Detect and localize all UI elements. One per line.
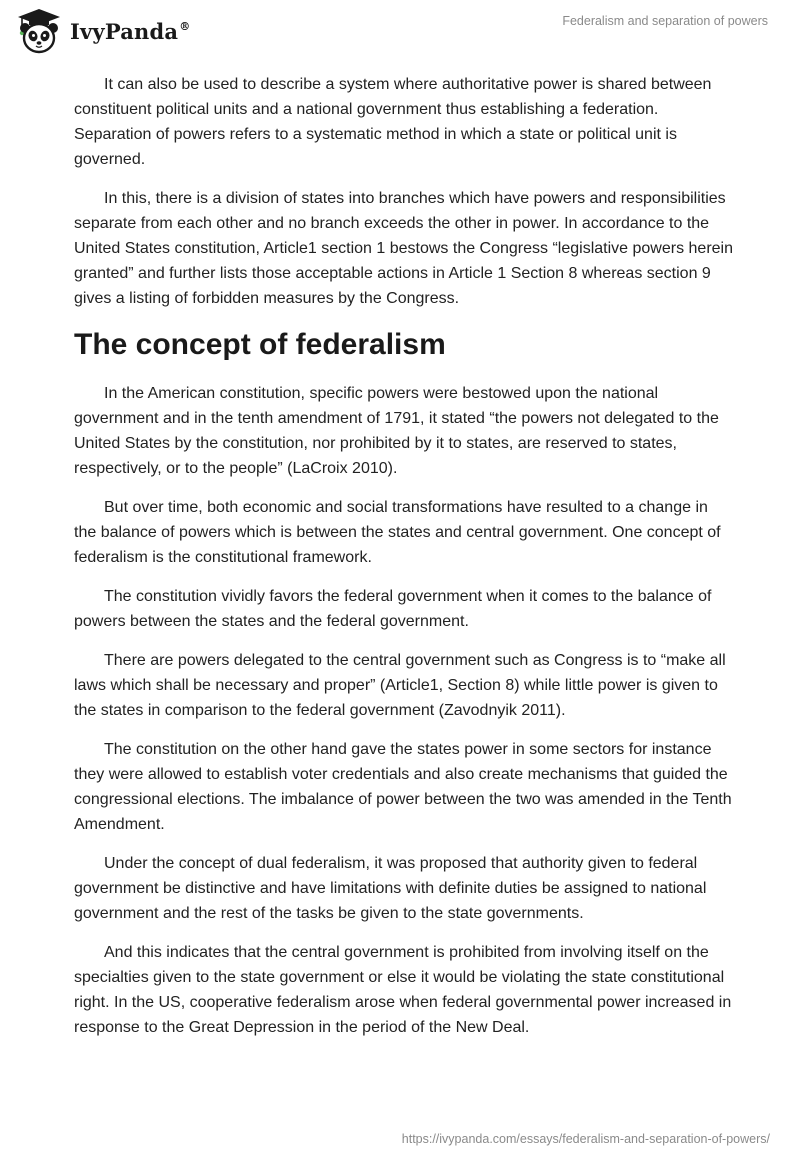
panda-graduate-icon — [14, 7, 64, 55]
logo-text — [70, 19, 190, 44]
paragraph: The constitution vividly favors the federal government when it comes to the balance of powers between the states and the federal government. — [74, 588, 712, 630]
section-heading: The concept of federalism — [74, 328, 446, 361]
paragraph: And this indicates that the central government is prohibited from involving itself on the specialties given to the state government or else it would be violating the state constitutional right. In the US, cooperative federalism arose when federal governmental power increased in response to the Great Depression in the period of the New Deal. — [74, 944, 732, 1036]
essay-body — [74, 72, 734, 1054]
page-header — [0, 0, 800, 60]
paragraph: It can also be used to describe a system where authoritative power is shared between constituent political units and a national government thus establishing a federation. Separation of powers refers to a systematic method in which a state or political unit is governed. — [74, 76, 712, 168]
paragraph: The constitution on the other hand gave the states power in some sectors for instance they were allowed to establish voter credentials and also create mechanisms that guided the congressional elections. The imbalance of power between the two was amended in the Tenth Amendment. — [74, 741, 732, 833]
paragraph: Under the concept of dual federalism, it was proposed that authority given to federal government be distinctive and have limitations with definite duties be assigned to national government and the rest of the tasks be given to the state governments. — [74, 855, 707, 922]
paragraph: There are powers delegated to the central government such as Congress is to “make all laws which shall be necessary and proper” (Article1, Section 8) while little power is given to the states in comparison to the federal government (Zavodnyik 2011). — [74, 652, 726, 719]
document-running-title: Federalism and separation of powers — [562, 14, 768, 28]
source-url-link[interactable]: https://ivypanda.com/essays/federalism-and-separation-of-powers/ — [401, 1132, 770, 1146]
paragraph: In this, there is a division of states into branches which have powers and responsibilities separate from each other and no branch exceeds the other in power. In accordance to the United States constitution, Article1 section 1 bestows the Congress “legislative powers herein granted” and further lists those acceptable actions in Article 1 Section 8 whereas section 9 gives a listing of forbidden measures by the Congress. — [74, 190, 734, 307]
registered-mark: ® — [179, 19, 191, 33]
paragraph: In the American constitution, specific powers were bestowed upon the national government and in the tenth amendment of 1791, it stated “the powers not delegated to the United States by the constitution, nor prohibited by it to states, are reserved to states, respectively, or to the people” (LaCroix 2010). — [74, 385, 719, 477]
logo-text-label: IvyPanda — [70, 18, 179, 44]
ivypanda-logo[interactable] — [14, 8, 190, 54]
paragraph: But over time, both economic and social transformations have resulted to a change in the balance of powers which is between the states and central government. One concept of federalism is the constitutional framework. — [74, 499, 721, 566]
